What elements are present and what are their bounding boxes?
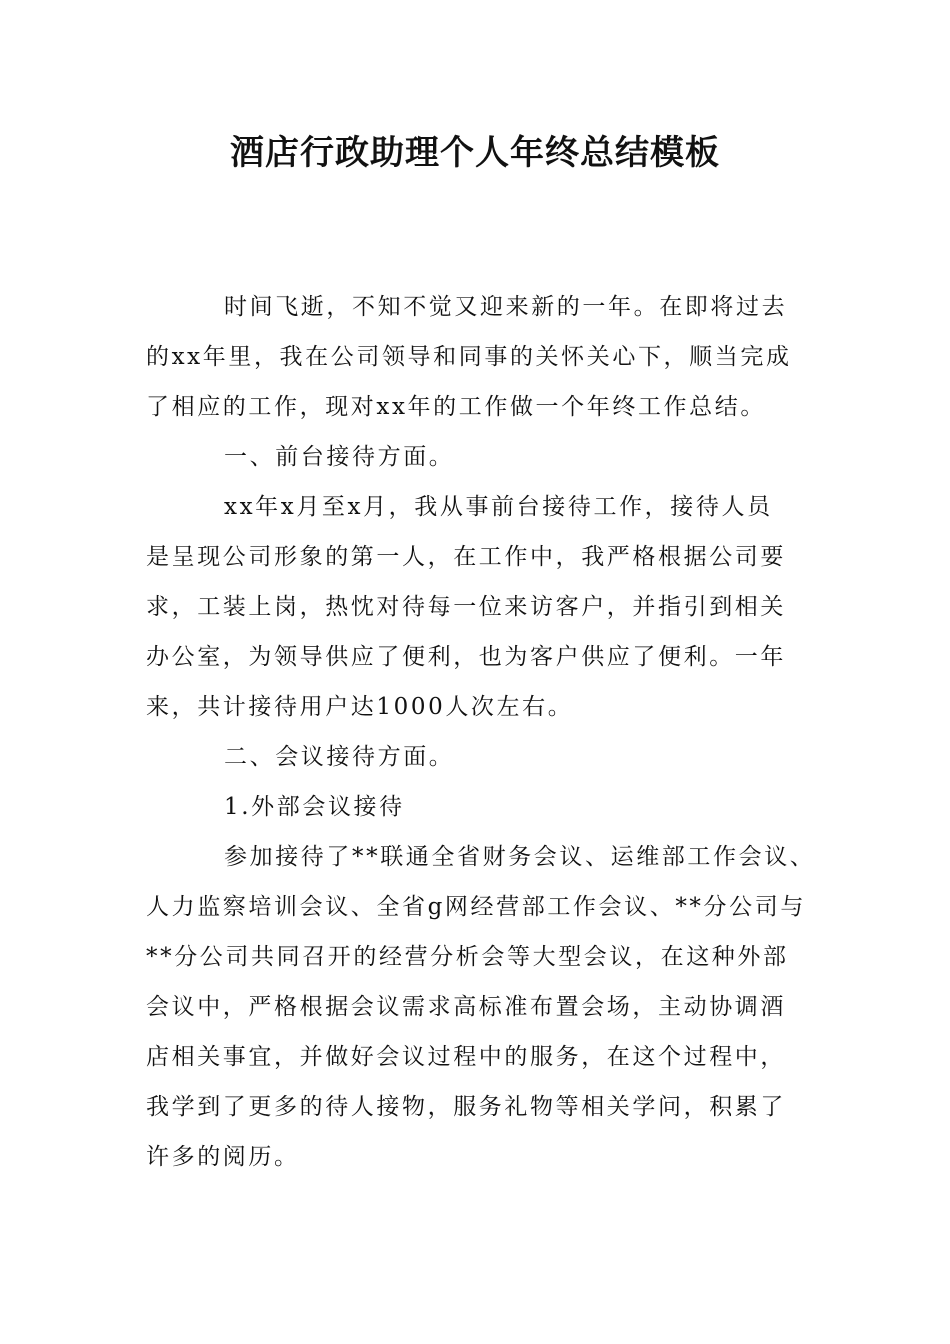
subsection-heading: 1.外部会议接待 <box>224 794 405 820</box>
section-heading: 二、会议接待方面。 <box>224 744 455 770</box>
paragraph-line: 的xx年里，我在公司领导和同事的关怀关心下，顺当完成 <box>146 344 792 370</box>
document-body <box>146 282 816 1182</box>
section-heading: 一、前台接待方面。 <box>224 444 455 470</box>
paragraph-line: 求，工装上岗，热忱对待每一位来访客户，并指引到相关 <box>146 594 786 620</box>
paragraph-line: 来，共计接待用户达1000人次左右。 <box>146 694 574 720</box>
paragraph-line: 办公室，为领导供应了便利，也为客户供应了便利。一年 <box>146 644 786 670</box>
paragraph-line: 会议中，严格根据会议需求高标准布置会场，主动协调酒 <box>146 994 786 1020</box>
paragraph-line: 参加接待了**联通全省财务会议、运维部工作会议、 <box>224 844 816 870</box>
paragraph-line: **分公司共同召开的经营分析会等大型会议，在这种外部 <box>146 944 789 970</box>
paragraph-line: 许多的阅历。 <box>146 1144 300 1170</box>
paragraph-line: 时间飞逝，不知不觉又迎来新的一年。在即将过去 <box>224 294 788 320</box>
paragraph-line: 我学到了更多的待人接物，服务礼物等相关学问，积累了 <box>146 1094 786 1120</box>
paragraph-line: 店相关事宜，并做好会议过程中的服务，在这个过程中， <box>146 1044 786 1070</box>
document-title: 酒店行政助理个人年终总结模板 <box>230 133 720 173</box>
paragraph-line: 人力监察培训会议、全省g网经营部工作会议、**分公司与 <box>146 894 806 920</box>
paragraph-line: 是呈现公司形象的第一人，在工作中，我严格根据公司要 <box>146 544 786 570</box>
paragraph-line: 了相应的工作，现对xx年的工作做一个年终工作总结。 <box>146 394 766 420</box>
paragraph-line: xx年x月至x月，我从事前台接待工作，接待人员 <box>224 494 773 520</box>
